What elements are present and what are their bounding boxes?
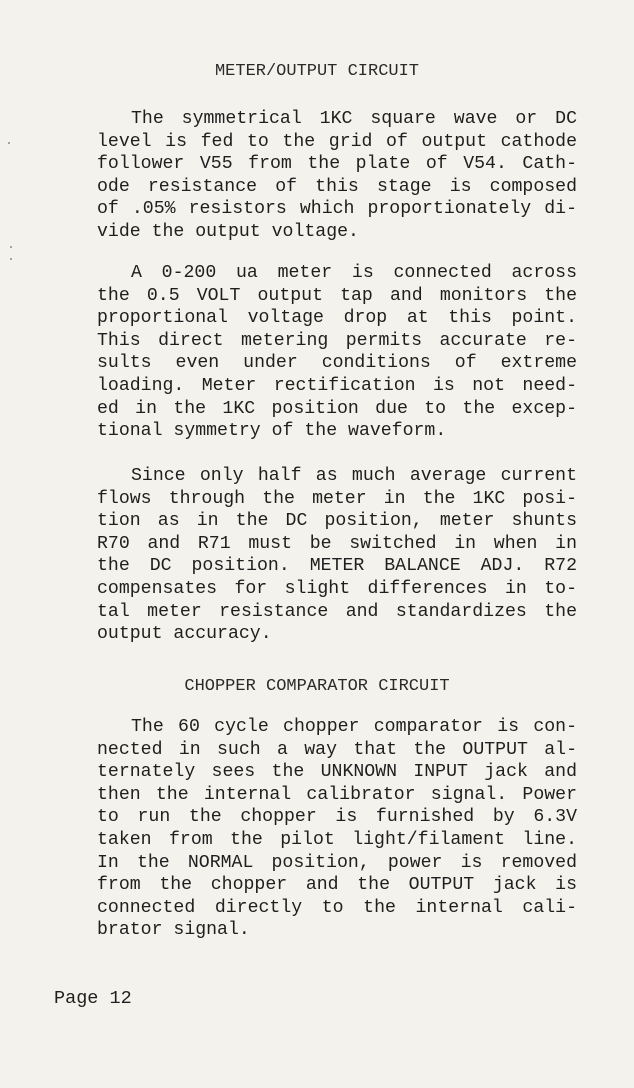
text-line: then the internal calibrator signal. Power (97, 784, 577, 805)
page-number: Page 12 (54, 988, 132, 1009)
text-line: vide the output voltage. (97, 221, 359, 242)
margin-speck (8, 142, 10, 144)
text-line: connected directly to the internal cali- (97, 897, 577, 918)
text-line: output accuracy. (97, 624, 272, 645)
text-line: the DC position. METER BALANCE ADJ. R72 (97, 556, 577, 577)
text-line: ternately sees the UNKNOWN INPUT jack and (97, 762, 577, 783)
margin-speck (10, 258, 12, 260)
text-line: tion as in the DC position, meter shunts (97, 511, 577, 532)
text-line: flows through the meter in the 1KC posi- (97, 488, 577, 509)
text-line: A 0-200 ua meter is connected across (131, 263, 577, 283)
text-line: tal meter resistance and standardizes the (97, 601, 577, 622)
text-line: tional symmetry of the waveform. (97, 421, 447, 442)
text-line: This direct metering permits accurate re- (97, 330, 577, 351)
text-line: ed in the 1KC position due to the excep- (97, 398, 577, 419)
paragraph-meter-output-3 (97, 465, 577, 646)
text-line: of .05% resistors which proportionately di- (97, 199, 577, 220)
text-line: brator signal. (97, 920, 250, 941)
text-line: follower V55 from the plate of V54. Cath- (97, 154, 577, 175)
text-line: nected in such a way that the OUTPUT al- (97, 739, 577, 760)
text-line: In the NORMAL position, power is removed (97, 852, 577, 873)
section-heading-meter-output: METER/OUTPUT CIRCUIT (214, 62, 420, 81)
text-line: level is fed to the grid of output cathode (97, 131, 577, 152)
paragraph-meter-output-2 (97, 262, 577, 443)
margin-speck (10, 246, 12, 248)
text-line: compensates for slight differences in to- (97, 578, 577, 599)
text-line: The 60 cycle chopper comparator is con- (131, 717, 577, 737)
paragraph-chopper-comparator-1 (97, 716, 577, 942)
section-heading-chopper-comparator: CHOPPER COMPARATOR CIRCUIT (184, 677, 450, 696)
text-line: from the chopper and the OUTPUT jack is (97, 875, 577, 896)
text-line: the 0.5 VOLT output tap and monitors the (97, 285, 577, 306)
text-line: loading. Meter rectification is not need- (97, 375, 577, 396)
text-line: to run the chopper is furnished by 6.3V (97, 807, 577, 828)
text-line: ode resistance of this stage is composed (97, 176, 577, 197)
text-line: taken from the pilot light/filament line. (97, 829, 577, 850)
text-line: R70 and R71 must be switched in when in (97, 533, 577, 554)
text-line: proportional voltage drop at this point. (97, 308, 577, 329)
text-line: sults even under conditions of extreme (97, 353, 577, 374)
text-line: Since only half as much average current (131, 466, 577, 486)
paragraph-meter-output-1 (97, 108, 577, 244)
text-line: The symmetrical 1KC square wave or DC (131, 109, 577, 129)
